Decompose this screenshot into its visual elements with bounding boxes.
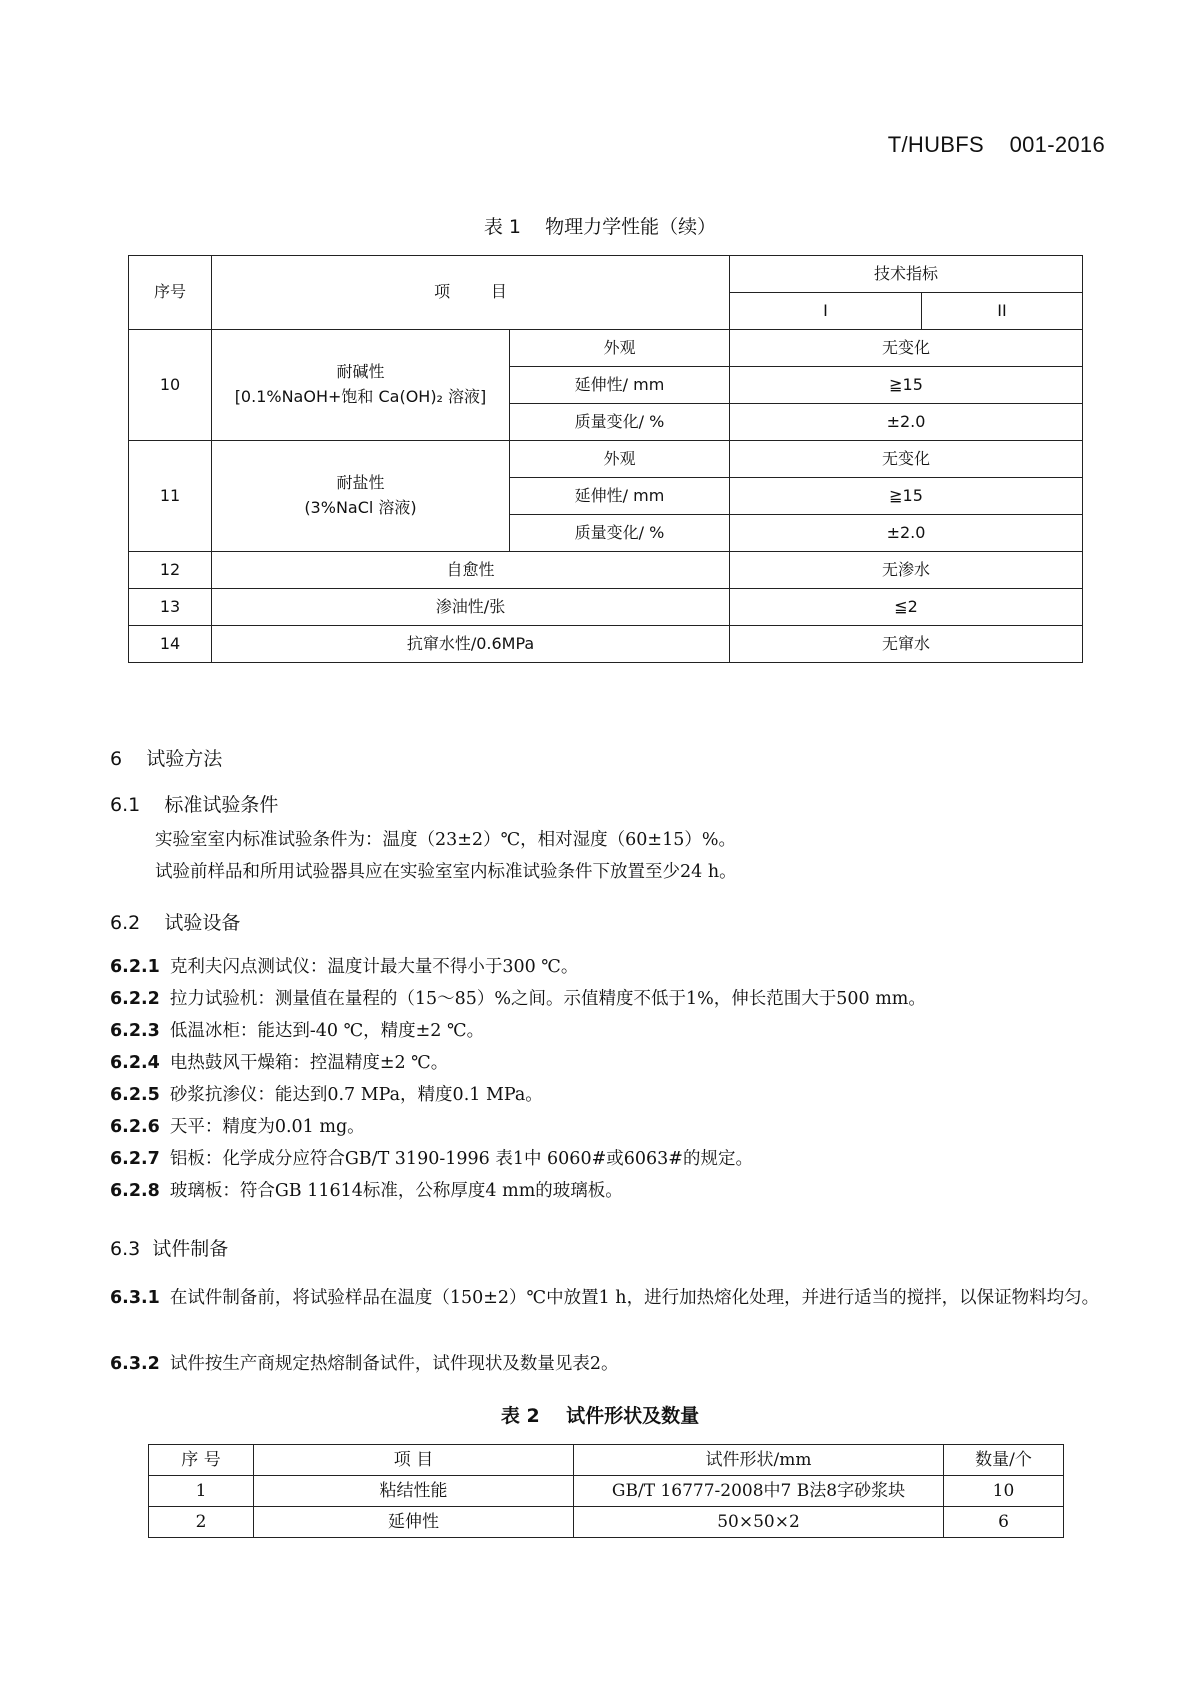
item-name: 耐碱性 (336, 362, 385, 382)
clause-number: 6.3.2 (110, 1354, 160, 1374)
clause-text: 铝板：化学成分应符合GB/T 3190-1996 表1中 6060#或6063#的规定。 (169, 1149, 753, 1169)
row-item: 粘结性能 (254, 1476, 574, 1507)
row-seq: 14 (129, 626, 212, 663)
list-item (110, 1145, 753, 1173)
col-tech-header: 技术指标 (730, 256, 1083, 293)
table-row (149, 1476, 1064, 1507)
sub-item: 延伸性/ mm (510, 367, 730, 404)
row-item: 抗窜水性/0.6MPa (212, 626, 730, 663)
row-seq: 13 (129, 589, 212, 626)
spec-value: 无变化 (730, 330, 1083, 367)
table-row (149, 1507, 1064, 1538)
table1-caption: 表 1 物理力学性能（续） (483, 216, 717, 238)
list-item (110, 985, 926, 1013)
paragraph (110, 1350, 618, 1378)
list-item (110, 953, 578, 981)
sub-item: 质量变化/ % (510, 404, 730, 441)
clause-text: 试件按生产商规定热熔制备试件，试件现状及数量见表2。 (169, 1354, 619, 1374)
item-condition: (3%NaCl 溶液) (304, 498, 417, 517)
col-item-header: 项 目 (254, 1445, 574, 1476)
clause-text: 在试件制备前，将试验样品在温度（150±2）℃中放置1 h，进行加热熔化处理，并进行适当的搅拌，以保证物料均匀。 (169, 1288, 1100, 1308)
clause-text: 克利夫闪点测试仪：温度计最大量不得小于300 ℃。 (169, 957, 579, 977)
clause-number: 6.2.1 (110, 957, 160, 977)
table-row (129, 589, 1083, 626)
section-6-title: 6 试验方法 (110, 748, 223, 770)
clause-text: 砂浆抗渗仪：能达到0.7 MPa，精度0.1 MPa。 (169, 1085, 543, 1105)
section-6-1-title: 6.1 标准试验条件 (110, 794, 279, 816)
list-item (110, 1177, 623, 1205)
table-row (129, 626, 1083, 663)
specimen-table (148, 1444, 1064, 1538)
grade-2-header: II (922, 293, 1083, 330)
list-item (110, 1081, 543, 1109)
clause-text: 低温冰柜：能达到-40 ℃，精度±2 ℃。 (169, 1021, 485, 1041)
clause-number: 6.2.6 (110, 1117, 160, 1137)
row-qty: 6 (944, 1507, 1064, 1538)
spec-value: 无窜水 (730, 626, 1083, 663)
row-shape: 50×50×2 (574, 1507, 944, 1538)
paragraph: 试验前样品和所用试验器具应在实验室室内标准试验条件下放置至少24 h。 (155, 862, 737, 882)
row-seq: 2 (149, 1507, 254, 1538)
table-row (129, 330, 1083, 367)
item-condition: [0.1%NaOH+饱和 Ca(OH)₂ 溶液] (234, 387, 487, 406)
clause-text: 玻璃板：符合GB 11614标准，公称厚度4 mm的玻璃板。 (169, 1181, 623, 1201)
clause-text: 电热鼓风干燥箱：控温精度±2 ℃。 (169, 1053, 449, 1073)
row-item: 渗油性/张 (212, 589, 730, 626)
standard-code: T/HUBFS 001-2016 (887, 132, 1105, 157)
row-shape: GB/T 16777-2008中7 B法8字砂浆块 (574, 1476, 944, 1507)
grade-1-header: I (730, 293, 922, 330)
list-item (110, 1049, 448, 1077)
sub-item: 延伸性/ mm (510, 478, 730, 515)
clause-number: 6.2.7 (110, 1149, 160, 1169)
clause-number: 6.2.3 (110, 1021, 160, 1041)
spec-value: ±2.0 (730, 404, 1083, 441)
clause-text: 天平：精度为0.01 mg。 (169, 1117, 365, 1137)
row-seq: 11 (129, 441, 212, 552)
col-seq-header: 序 号 (149, 1445, 254, 1476)
clause-number: 6.2.5 (110, 1085, 160, 1105)
col-item-header: 项 目 (212, 256, 730, 330)
sub-item: 外观 (510, 441, 730, 478)
spec-value: ±2.0 (730, 515, 1083, 552)
table-row (129, 441, 1083, 478)
row-seq: 12 (129, 552, 212, 589)
clause-text: 拉力试验机：测量值在量程的（15～85）%之间。示值精度不低于1%，伸长范围大于500 mm。 (169, 989, 926, 1009)
spec-value: 无变化 (730, 441, 1083, 478)
row-qty: 10 (944, 1476, 1064, 1507)
row-item (212, 330, 510, 441)
spec-value: ≧15 (730, 367, 1083, 404)
row-seq: 1 (149, 1476, 254, 1507)
paragraph: 实验室室内标准试验条件为：温度（23±2）℃，相对湿度（60±15）%。 (155, 830, 736, 850)
col-shape-header: 试件形状/mm (574, 1445, 944, 1476)
clause-number: 6.2.2 (110, 989, 160, 1009)
sub-item: 外观 (510, 330, 730, 367)
sub-item: 质量变化/ % (510, 515, 730, 552)
row-item: 延伸性 (254, 1507, 574, 1538)
physical-mechanical-table (128, 255, 1083, 663)
spec-value: ≦2 (730, 589, 1083, 626)
clause-number: 6.2.8 (110, 1181, 160, 1201)
col-qty-header: 数量/个 (944, 1445, 1064, 1476)
table2-caption: 表 2 试件形状及数量 (500, 1405, 700, 1427)
clause-number: 6.3.1 (110, 1288, 160, 1308)
list-item (110, 1113, 365, 1141)
spec-value: ≧15 (730, 478, 1083, 515)
clause-number: 6.2.4 (110, 1053, 160, 1073)
table-row (129, 552, 1083, 589)
section-6-2-title: 6.2 试验设备 (110, 912, 241, 934)
row-item (212, 441, 510, 552)
spec-value: 无渗水 (730, 552, 1083, 589)
list-item (110, 1017, 484, 1045)
row-item: 自愈性 (212, 552, 730, 589)
paragraph (110, 1284, 1100, 1312)
item-name: 耐盐性 (336, 473, 385, 493)
row-seq: 10 (129, 330, 212, 441)
section-6-3-title: 6.3 试件制备 (110, 1238, 229, 1260)
col-seq-header: 序号 (129, 256, 212, 330)
